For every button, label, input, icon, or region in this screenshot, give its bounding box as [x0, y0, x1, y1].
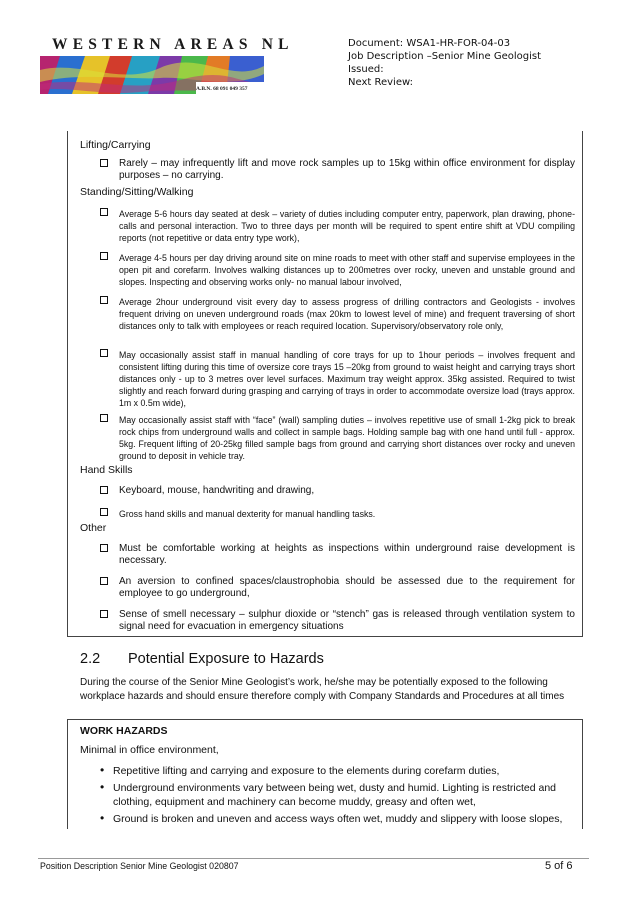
page-number: 5 of 6 — [545, 860, 573, 872]
section-heading-standing: Standing/Sitting/Walking — [80, 186, 194, 198]
checkbox-icon — [100, 486, 108, 494]
other-item-2: An aversion to confined spaces/claustrophobia should be assessed due to the requirement for employee to go underground, — [119, 576, 575, 599]
abn-number: A.B.N. 68 091 049 357 — [196, 86, 248, 92]
company-name: WESTERN AREAS NL — [52, 36, 294, 53]
footer-divider — [38, 858, 589, 859]
exposure-intro: During the course of the Senior Mine Geologist’s work, he/she may be potentially exposed to the following workplace hazards and should ensure therefore comply with Company Standards and Procedures at all times — [80, 677, 565, 702]
checkbox-icon — [100, 296, 108, 304]
work-hazards-title: WORK HAZARDS — [80, 725, 168, 737]
hand-item-2: Gross hand skills and manual dexterity for manual handling tasks. — [119, 509, 376, 519]
checkbox-icon — [100, 349, 108, 357]
hazard-bullet-3: Ground is broken and uneven and access ways often wet, muddy and slippery with loose slopes, — [113, 813, 563, 825]
section-title: Potential Exposure to Hazards — [128, 651, 324, 667]
checkbox-icon — [100, 159, 108, 167]
hand-item-1: Keyboard, mouse, handwriting and drawing, — [119, 485, 315, 496]
section-heading-lifting: Lifting/Carrying — [80, 139, 151, 151]
doc-issued: Issued: — [348, 64, 384, 75]
checkbox-icon — [100, 610, 108, 618]
bullet-icon: • — [100, 780, 105, 794]
other-item-3: Sense of smell necessary – sulphur dioxide or “stench” gas is released through ventilation system to signal need for evacuation in emergency situations — [119, 609, 575, 632]
doc-title: Job Description –Senior Mine Geologist — [348, 51, 541, 62]
standing-item-1: Average 5-6 hours day seated at desk – variety of duties including computer entry, paperwork, plan drawing, phone-calls and personal interaction. Two to three days per month will be required to spent entire shift at VDU compiling reports (not repetitive or data entry type work), — [119, 209, 575, 243]
checkbox-icon — [100, 508, 108, 516]
standing-item-4: May occasionally assist staff in manual handling of core trays for up to 1hour periods – involves frequent and consistent lifting during this time of oversize core trays 15 –20kg from ground to waist height and carrying trays short distances only - up to 3 metres over level surfaces. Maximum tray weight approx. 35kg assisted. Required to twist slightly and reach forward during grasping and carrying of trays in order to accommodate oversize load (trays approx. 1m x 0.5m wide), — [119, 350, 575, 408]
footer-doc-title: Position Description Senior Mine Geologist 020807 — [40, 861, 239, 871]
standing-item-2: Average 4-5 hours per day driving around site on mine roads to meet with other staff and supervise employees in the open pit and corefarm. Involves walking distances up to 200metres over rocky, uneven and unstable ground and slopes. Inspecting and observing works only- no manual labour involved, — [119, 253, 575, 287]
checkbox-icon — [100, 414, 108, 422]
other-item-1: Must be comfortable working at heights as inspections within underground raise development is necessary. — [119, 543, 575, 566]
section-number: 2.2 — [80, 651, 101, 667]
doc-next-review: Next Review: — [348, 77, 413, 88]
section-heading-other: Other — [80, 522, 107, 534]
document-info — [348, 37, 541, 89]
hazard-bullet-1: Repetitive lifting and carrying and exposure to the elements during corefarm duties, — [113, 765, 500, 777]
work-hazards-subtitle: Minimal in office environment, — [80, 744, 219, 756]
section-heading-hand-skills: Hand Skills — [80, 464, 133, 476]
standing-item-5: May occasionally assist staff with “face” (wall) sampling duties – involves repetitive use of small 1-2kg pick to break rock chips from underground walls and collect in sample bags. Holding sample bag with one hand until full - approx. 5kg. Frequent lifting of 20-25kg filled sample bags from ground and carrying short distances over rocky and uneven ground to deposit in vehicle tray. — [119, 415, 575, 461]
standing-item-3: Average 2hour underground visit every day to assess progress of drilling contractors and Geologists - involves frequent driving on uneven underground roads (max 20km to lowest level of mine) and frequent traversing of short distances only to talk with employees or reach required location. Supervisory/observatory role only, — [119, 297, 575, 331]
checkbox-icon — [100, 544, 108, 552]
checkbox-icon — [100, 577, 108, 585]
checkbox-icon — [100, 208, 108, 216]
bullet-icon: • — [100, 763, 105, 777]
checkbox-icon — [100, 252, 108, 260]
hazard-bullet-2: Underground environments vary between being wet, dusty and humid. Lighting is restricted and clothing, equipment and machinery can become muddy, greasy and often wet, — [113, 782, 557, 808]
doc-number: Document: WSA1-HR-FOR-04-03 — [348, 38, 511, 49]
lifting-item: Rarely – may infrequently lift and move rock samples up to 15kg within office environment for display purposes – no carrying. — [119, 158, 575, 181]
bullet-icon: • — [100, 811, 105, 825]
